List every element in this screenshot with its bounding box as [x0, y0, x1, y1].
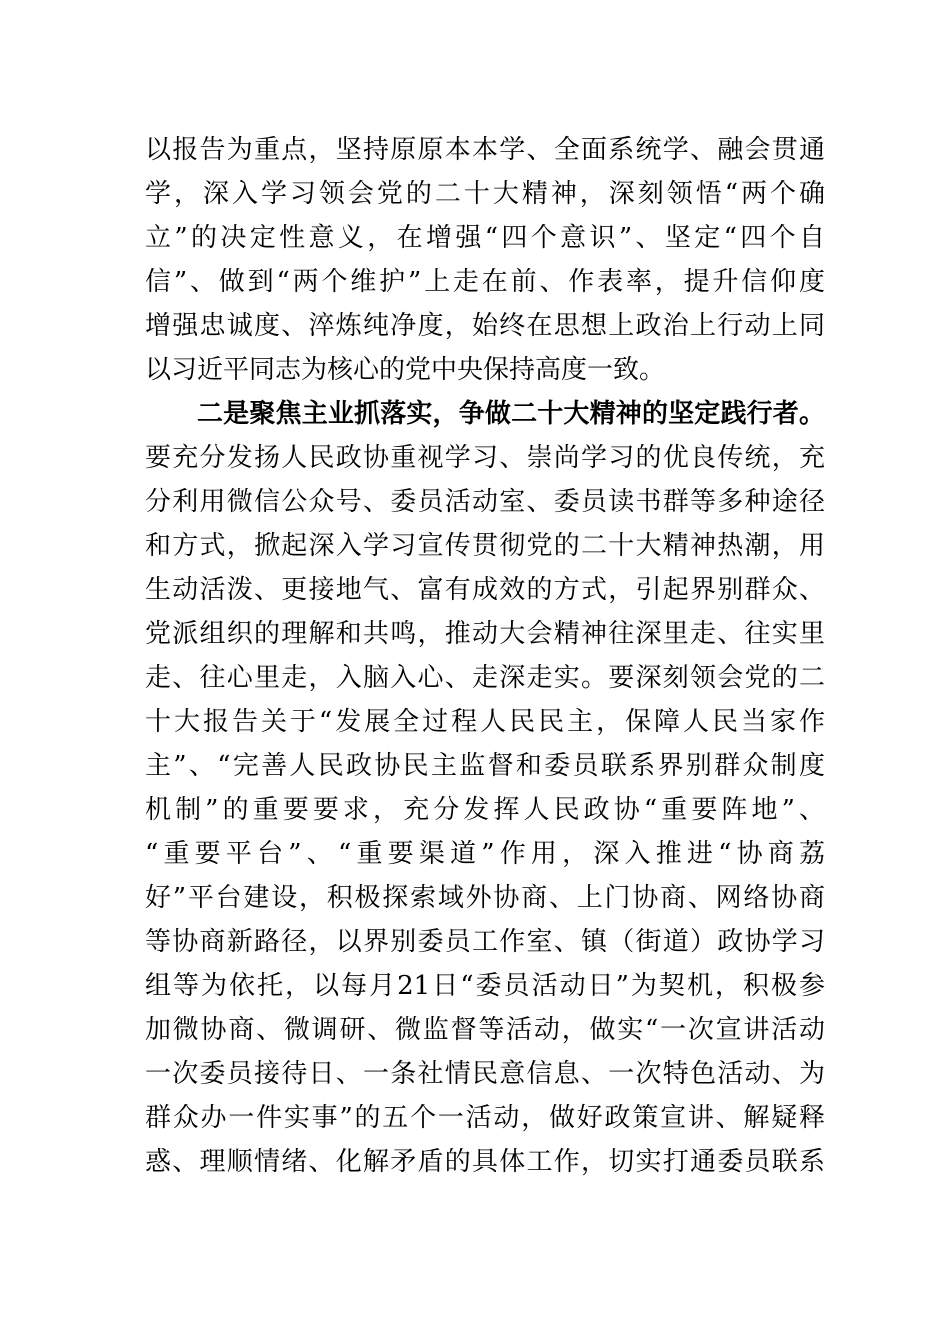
text-line: 群众办一件实事”的五个一活动，做好政策宣讲、解疑释 [145, 1103, 825, 1133]
text-line: 信”、做到“两个维护”上走在前、作表率，提升信仰度 [145, 267, 825, 297]
text-line: 立”的决定性意义，在增强“四个意识”、坚定“四个自 [145, 223, 825, 253]
text-line: 十大报告关于“发展全过程人民民主，保障人民当家作 [145, 707, 825, 737]
document-body [145, 128, 825, 1184]
text-line: 等协商新路径，以界别委员工作室、镇（街道）政协学习 [145, 927, 825, 957]
text-line: 生动活泼、更接地气、富有成效的方式，引起界别群众、 [145, 575, 825, 605]
text-line: 党派组织的理解和共鸣，推动大会精神往深里走、往实里 [145, 619, 825, 649]
text-line: 一次委员接待日、一条社情民意信息、一次特色活动、为 [145, 1059, 825, 1089]
text-line: 主”、“完善人民政协民主监督和委员联系界别群众制度 [145, 751, 825, 781]
text-line: 机制”的重要要求，充分发挥人民政协“重要阵地”、 [145, 795, 825, 825]
text-line: 学，深入学习领会党的二十大精神，深刻领悟“两个确 [145, 179, 825, 209]
text-line: 组等为依托，以每月21日“委员活动日”为契机，积极参 [145, 971, 825, 1001]
text-line: 和方式，掀起深入学习宣传贯彻党的二十大精神热潮，用 [145, 531, 825, 561]
text-line: “重要平台”、“重要渠道”作用，深入推进“协商荔 [145, 839, 825, 869]
text-line: 增强忠诚度、淬炼纯净度，始终在思想上政治上行动上同 [145, 311, 825, 341]
text-line: 好”平台建设，积极探索域外协商、上门协商、网络协商 [145, 883, 825, 913]
text-line: 以习近平同志为核心的党中央保持高度一致。 [145, 355, 666, 385]
paragraph-2 [145, 392, 825, 1184]
paragraph-1 [145, 128, 825, 392]
text-line: 加微协商、微调研、微监督等活动，做实“一次宣讲活动 [145, 1015, 825, 1045]
text-line: 以报告为重点，坚持原原本本学、全面系统学、融会贯通 [145, 135, 825, 165]
text-line: 要充分发扬人民政协重视学习、崇尚学习的优良传统，充 [145, 443, 825, 473]
text-line: 惑、理顺情绪、化解矛盾的具体工作，切实打通委员联系 [145, 1147, 825, 1177]
text-line: 分利用微信公众号、委员活动室、委员读书群等多种途径 [145, 487, 825, 517]
text-line: 走、往心里走，入脑入心、走深走实。要深刻领会党的二 [145, 663, 825, 693]
section-heading: 二是聚焦主业抓落实，争做二十大精神的坚定践行者。 [197, 399, 825, 429]
